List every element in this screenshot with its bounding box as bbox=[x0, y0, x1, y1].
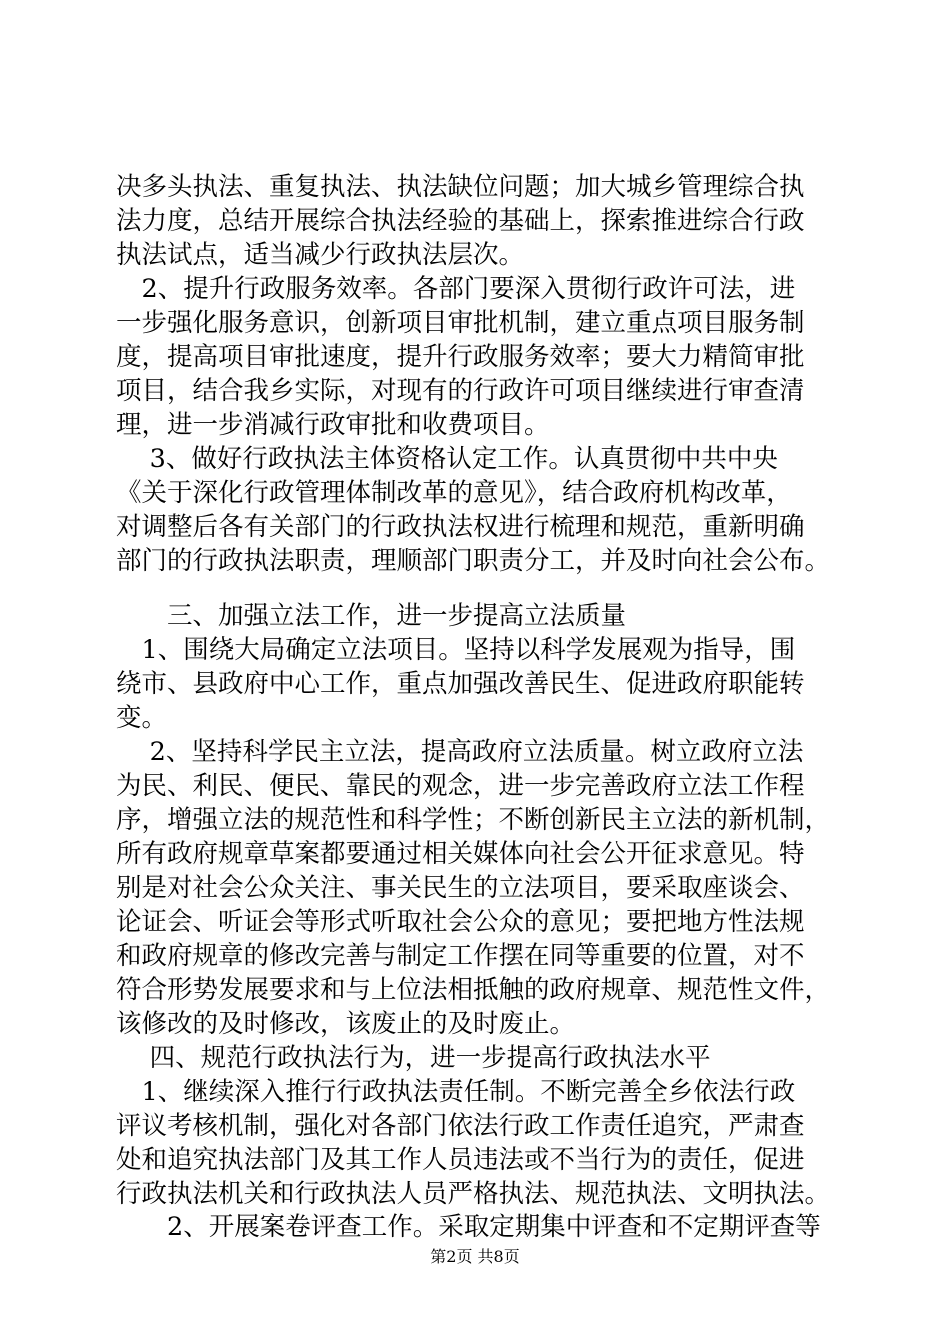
body-text-line: 法力度，总结开展综合执法经验的基础上，探索推进综合行政 bbox=[116, 206, 805, 236]
body-text-line: 变。 bbox=[116, 703, 168, 733]
body-text-line: 《关于深化行政管理体制改革的意见》，结合政府机构改革， bbox=[116, 478, 792, 508]
body-text-line: 该修改的及时修改，该废止的及时废止。 bbox=[116, 1009, 576, 1039]
body-text-line: 执法试点，适当减少行政执法层次。 bbox=[116, 240, 525, 270]
body-text-line: 为民、利民、便民、靠民的观念，进一步完善政府立法工作程 bbox=[116, 771, 805, 801]
body-text-line: 对调整后各有关部门的行政执法权进行梳理和规范，重新明确 bbox=[116, 512, 805, 542]
body-text-line: 项目，结合我乡实际，对现有的行政许可项目继续进行审查清 bbox=[116, 376, 805, 406]
paragraph-start: 1、继续深入推行行政执法责任制。不断完善全乡依法行政 bbox=[116, 1077, 796, 1107]
paragraph-start: 2、提升行政服务效率。各部门要深入贯彻行政许可法，进 bbox=[116, 274, 796, 304]
page-number-footer: 第2页 共8页 bbox=[430, 1247, 520, 1266]
body-text-line: 处和追究执法部门及其工作人员违法或不当行为的责任，促进 bbox=[116, 1145, 805, 1175]
section-heading: 四、规范行政执法行为，进一步提高行政执法水平 bbox=[116, 1043, 711, 1073]
paragraph-start: 2、坚持科学民主立法，提高政府立法质量。树立政府立法 bbox=[116, 737, 804, 767]
body-text-line: 别是对社会公众关注、事关民生的立法项目，要采取座谈会、 bbox=[116, 873, 805, 903]
paragraph-start: 2、开展案卷评查工作。采取定期集中评查和不定期评查等 bbox=[116, 1212, 821, 1242]
body-text-line: 符合形势发展要求和与上位法相抵触的政府规章、规范性文件， bbox=[116, 975, 831, 1005]
body-text-line: 决多头执法、重复执法、执法缺位问题；加大城乡管理综合执 bbox=[116, 172, 805, 202]
body-text-line: 和政府规章的修改完善与制定工作摆在同等重要的位置，对不 bbox=[116, 941, 805, 971]
body-text-line: 度，提高项目审批速度，提升行政服务效率；要大力精简审批 bbox=[116, 342, 805, 372]
body-text-line: 部门的行政执法职责，理顺部门职责分工，并及时向社会公布。 bbox=[116, 546, 831, 576]
body-text-line: 评议考核机制，强化对各部门依法行政工作责任追究，严肃查 bbox=[116, 1111, 805, 1141]
body-text-line: 序，增强立法的规范性和科学性；不断创新民主立法的新机制， bbox=[116, 805, 831, 835]
body-text-line: 一步强化服务意识，创新项目审批机制，建立重点项目服务制 bbox=[116, 308, 805, 338]
body-text-line: 所有政府规章草案都要通过相关媒体向社会公开征求意见。特 bbox=[116, 839, 805, 869]
body-text-line: 理，进一步消减行政审批和收费项目。 bbox=[116, 410, 550, 440]
body-text-line: 行政执法机关和行政执法人员严格执法、规范执法、文明执法。 bbox=[116, 1179, 831, 1209]
paragraph-start: 1、围绕大局确定立法项目。坚持以科学发展观为指导，围 bbox=[116, 635, 796, 665]
paragraph-start: 3、做好行政执法主体资格认定工作。认真贯彻中共中央 bbox=[116, 444, 778, 474]
body-text-line: 论证会、听证会等形式听取社会公众的意见；要把地方性法规 bbox=[116, 907, 805, 937]
section-heading: 三、加强立法工作，进一步提高立法质量 bbox=[116, 601, 627, 631]
body-text-line: 绕市、县政府中心工作，重点加强改善民生、促进政府职能转 bbox=[116, 669, 805, 699]
